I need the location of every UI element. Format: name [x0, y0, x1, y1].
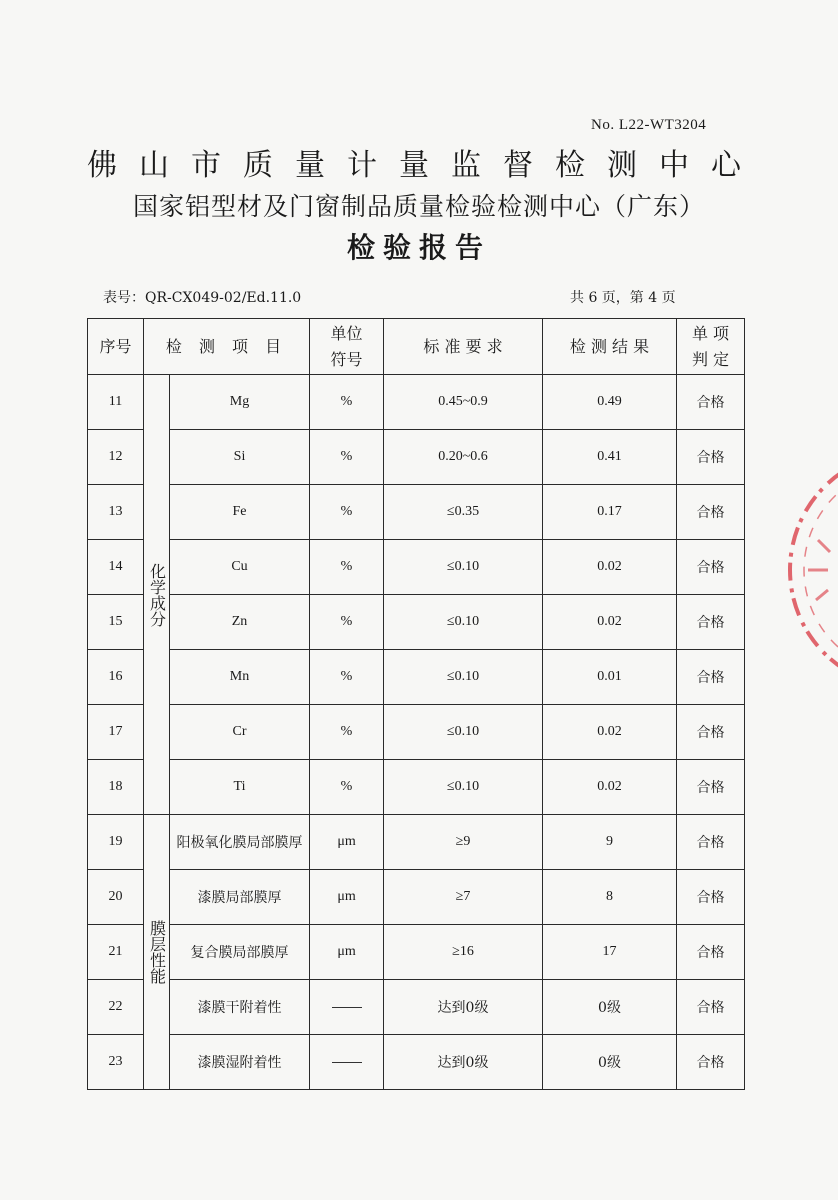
category-cell-chemical [144, 375, 170, 815]
table-row [88, 375, 745, 430]
row-item: Ti [170, 760, 310, 815]
table-row [88, 760, 745, 815]
header-unit [310, 319, 384, 375]
dash-mark [332, 1062, 362, 1063]
row-result: 9 [543, 815, 677, 870]
row-verdict: 合格 [677, 375, 745, 430]
table-row [88, 815, 745, 870]
official-seal-icon [768, 420, 838, 720]
category-cell-film [144, 815, 170, 1090]
row-standard: ≤0.10 [384, 595, 543, 650]
row-unit: μm [310, 870, 384, 925]
row-unit: % [310, 650, 384, 705]
row-standard: 0.20~0.6 [384, 430, 543, 485]
table-row [88, 595, 745, 650]
row-standard: ≥7 [384, 870, 543, 925]
header-result: 检 测 结 果 [543, 319, 677, 375]
row-item: Fe [170, 485, 310, 540]
header-verdict-line1: 单 项 [691, 323, 730, 343]
row-verdict: 合格 [677, 540, 745, 595]
row-standard: ≤0.35 [384, 485, 543, 540]
row-result: 0.02 [543, 595, 677, 650]
row-standard: ≥9 [384, 815, 543, 870]
row-verdict: 合格 [677, 760, 745, 815]
row-item: Mg [170, 375, 310, 430]
table-row [88, 650, 745, 705]
row-item: 复合膜局部膜厚 [170, 925, 310, 980]
row-verdict: 合格 [677, 485, 745, 540]
row-item: 漆膜湿附着性 [170, 1035, 310, 1090]
row-seq: 22 [88, 980, 144, 1035]
row-standard: ≤0.10 [384, 650, 543, 705]
row-verdict: 合格 [677, 925, 745, 980]
row-item: Cu [170, 540, 310, 595]
header-unit-line2: 符号 [330, 349, 363, 369]
report-title: 检验报告 [346, 231, 491, 264]
row-result: 0级 [543, 980, 677, 1035]
row-verdict: 合格 [677, 870, 745, 925]
table-row [88, 705, 745, 760]
category-label-chemical: 化学成分 [147, 562, 167, 627]
row-seq: 21 [88, 925, 144, 980]
row-item: Mn [170, 650, 310, 705]
dash-mark [332, 1007, 362, 1008]
row-result: 0.17 [543, 485, 677, 540]
row-standard: ≤0.10 [384, 540, 543, 595]
header-seq: 序号 [88, 319, 144, 375]
form-number: 表号：QR-CX049-02/Ed.11.0 [103, 290, 302, 306]
row-result: 0级 [543, 1035, 677, 1090]
header-verdict [677, 319, 745, 375]
header-standard: 标 准 要 求 [384, 319, 543, 375]
table-row [88, 980, 745, 1035]
row-standard: ≤0.10 [384, 760, 543, 815]
table-row [88, 925, 745, 980]
row-standard: ≤0.10 [384, 705, 543, 760]
row-item: 漆膜局部膜厚 [170, 870, 310, 925]
row-seq: 17 [88, 705, 144, 760]
row-unit: μm [310, 925, 384, 980]
table-row [88, 1035, 745, 1090]
row-verdict: 合格 [677, 815, 745, 870]
row-result: 0.41 [543, 430, 677, 485]
row-result: 8 [543, 870, 677, 925]
row-seq: 11 [88, 375, 144, 430]
row-unit: μm [310, 815, 384, 870]
row-standard: ≥16 [384, 925, 543, 980]
row-unit-dash [310, 980, 384, 1035]
row-item: 漆膜干附着性 [170, 980, 310, 1035]
row-verdict: 合格 [677, 595, 745, 650]
table-row [88, 870, 745, 925]
row-seq: 13 [88, 485, 144, 540]
inspection-results-table [87, 318, 745, 1090]
testing-center-name: 国家铝型材及门窗制品质量检验检测中心（广东） [132, 192, 705, 221]
row-item: Zn [170, 595, 310, 650]
row-seq: 20 [88, 870, 144, 925]
row-standard: 达到0级 [384, 1035, 543, 1090]
row-unit: % [310, 540, 384, 595]
row-unit: % [310, 430, 384, 485]
table-row [88, 485, 745, 540]
category-label-film: 膜层性能 [147, 920, 167, 984]
row-seq: 19 [88, 815, 144, 870]
row-result: 0.02 [543, 760, 677, 815]
header-item: 检 测 项 目 [144, 319, 310, 375]
row-seq: 16 [88, 650, 144, 705]
row-seq: 23 [88, 1035, 144, 1090]
row-unit: % [310, 760, 384, 815]
table-row [88, 540, 745, 595]
header-unit-line1: 单位 [330, 323, 363, 343]
organization-name: 佛山市质量计量监督检测中心 [87, 148, 763, 183]
row-result: 0.02 [543, 705, 677, 760]
row-verdict: 合格 [677, 705, 745, 760]
row-seq: 14 [88, 540, 144, 595]
row-unit: % [310, 375, 384, 430]
row-unit: % [310, 705, 384, 760]
row-seq: 12 [88, 430, 144, 485]
row-verdict: 合格 [677, 650, 745, 705]
page-indicator: 共 6 页，第 4 页 [570, 290, 676, 306]
row-result: 0.02 [543, 540, 677, 595]
row-unit-dash [310, 1035, 384, 1090]
row-standard: 0.45~0.9 [384, 375, 543, 430]
row-standard: 达到0级 [384, 980, 543, 1035]
row-verdict: 合格 [677, 980, 745, 1035]
table-row [88, 430, 745, 485]
row-unit: % [310, 595, 384, 650]
row-item: Cr [170, 705, 310, 760]
row-unit: % [310, 485, 384, 540]
row-seq: 18 [88, 760, 144, 815]
row-verdict: 合格 [677, 1035, 745, 1090]
row-item: Si [170, 430, 310, 485]
row-seq: 15 [88, 595, 144, 650]
table-header-row [88, 319, 745, 375]
row-result: 17 [543, 925, 677, 980]
header-verdict-line2: 判 定 [691, 349, 730, 369]
row-result: 0.01 [543, 650, 677, 705]
row-verdict: 合格 [677, 430, 745, 485]
row-item: 阳极氧化膜局部膜厚 [170, 815, 310, 870]
report-number: No. L22-WT3204 [591, 117, 707, 133]
row-result: 0.49 [543, 375, 677, 430]
